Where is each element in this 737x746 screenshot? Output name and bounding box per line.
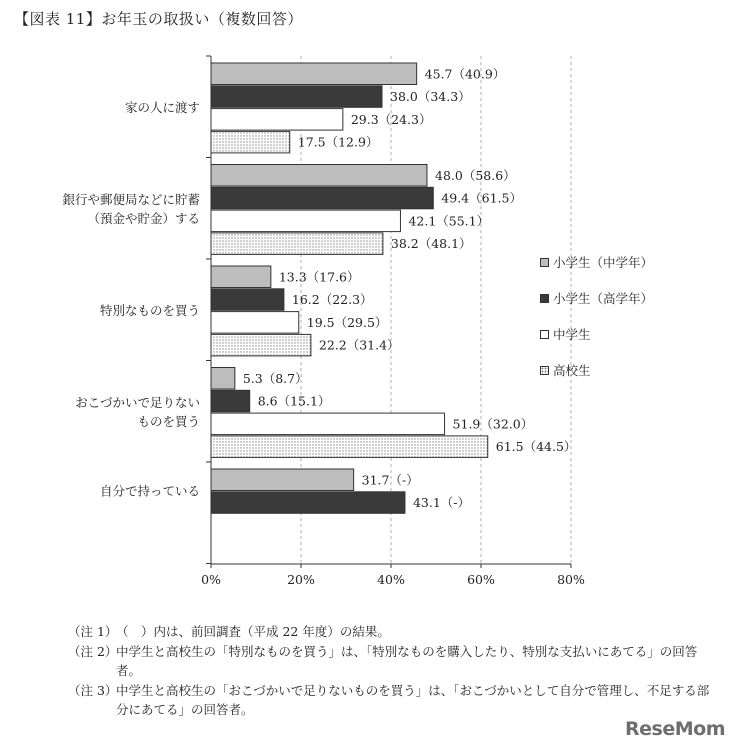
footnote-text: 中学生と高校生の「特別なものを買う」は、「特別なものを購入したり、特別な支払いにあてる」の回答者。 bbox=[116, 644, 698, 678]
footnote bbox=[68, 622, 716, 641]
legend bbox=[540, 244, 653, 388]
data-label: 38.2（48.1） bbox=[390, 236, 472, 252]
category-label: ものを買う bbox=[137, 414, 200, 430]
bar-high-school bbox=[211, 334, 311, 356]
data-label: 49.4（61.5） bbox=[441, 190, 522, 206]
category-label: おこづかいで足りない bbox=[75, 395, 200, 411]
footnote-id: （注 1） bbox=[68, 624, 118, 639]
legend-label: 小学生（高学年） bbox=[553, 291, 654, 306]
legend-item bbox=[540, 316, 653, 352]
legend-swatch-elementary-middle bbox=[540, 258, 549, 267]
data-label: 13.3（17.6） bbox=[278, 269, 360, 285]
bar-junior-high bbox=[211, 413, 445, 435]
data-label: 31.7（-） bbox=[361, 472, 419, 488]
bar-elementary-middle bbox=[211, 63, 417, 85]
chart-title: 【図表 11】お年玉の取扱い（複数回答） bbox=[14, 10, 303, 28]
data-label: 38.0（34.3） bbox=[390, 89, 471, 105]
bar-high-school bbox=[211, 436, 488, 458]
bar-junior-high bbox=[211, 109, 343, 131]
bar-junior-high bbox=[211, 312, 299, 334]
legend-item bbox=[540, 280, 653, 316]
data-label: 61.5（44.5） bbox=[495, 439, 577, 455]
data-label: 51.9（32.0） bbox=[452, 416, 534, 432]
bar-elementary-upper bbox=[211, 86, 382, 108]
footnote bbox=[68, 642, 716, 680]
category-label: 銀行や郵便局などに貯蓄 bbox=[62, 192, 200, 208]
bar-junior-high bbox=[211, 210, 400, 232]
footnote-text: 中学生と高校生の「おこづかいで足りないものを買う」は、「おこづかいとして自分で管理し、不足する部分にあてる」の回答者。 bbox=[116, 683, 710, 717]
footnote-text: （ ）内は、前回調査（平成 22 年度）の結果。 bbox=[116, 624, 390, 639]
footnote bbox=[68, 681, 716, 719]
x-tick-label: 60% bbox=[467, 572, 495, 587]
bar-elementary-middle bbox=[211, 469, 354, 491]
bar-elementary-upper bbox=[211, 492, 405, 514]
legend-item bbox=[540, 352, 653, 388]
x-tick-label: 20% bbox=[287, 572, 315, 587]
legend-item bbox=[540, 244, 653, 280]
footnote-id: （注 3） bbox=[68, 683, 118, 698]
legend-label: 小学生（中学年） bbox=[553, 255, 654, 270]
data-label: 43.1（-） bbox=[412, 495, 471, 511]
data-label: 16.2（22.3） bbox=[291, 292, 373, 308]
footnotes bbox=[68, 622, 716, 720]
data-label: 17.5（12.9） bbox=[297, 134, 379, 150]
bar-high-school bbox=[211, 131, 290, 153]
x-tick-label: 0% bbox=[201, 572, 221, 587]
bar-elementary-upper bbox=[211, 289, 284, 311]
category-label: （預金や貯金）する bbox=[87, 211, 200, 227]
bar-elementary-upper bbox=[211, 390, 250, 412]
data-label: 5.3（8.7） bbox=[242, 370, 308, 386]
category-label: 特別なものを買う bbox=[99, 303, 200, 319]
data-label: 29.3（24.3） bbox=[350, 111, 432, 127]
footnote-id: （注 2） bbox=[68, 644, 118, 659]
legend-swatch-high-school bbox=[540, 366, 549, 375]
data-label: 8.6（15.1） bbox=[257, 393, 331, 409]
bar-elementary-upper bbox=[211, 187, 433, 209]
legend-label: 中学生 bbox=[553, 327, 591, 342]
category-label: 家の人に渡す bbox=[124, 100, 200, 116]
data-label: 19.5（29.5） bbox=[306, 314, 388, 330]
legend-swatch-elementary-upper bbox=[540, 294, 549, 303]
legend-label: 高校生 bbox=[553, 363, 591, 378]
data-label: 22.2（31.4） bbox=[318, 337, 400, 353]
data-label: 48.0（58.6） bbox=[435, 167, 516, 183]
x-tick-label: 80% bbox=[557, 572, 585, 587]
data-label: 42.1（55.1） bbox=[408, 213, 490, 229]
data-label: 45.7（40.9） bbox=[424, 66, 506, 82]
legend-swatch-junior-high bbox=[540, 330, 549, 339]
watermark-logo: ReseMom bbox=[625, 718, 725, 740]
x-tick-label: 40% bbox=[377, 572, 405, 587]
category-label: 自分で持っている bbox=[99, 483, 200, 499]
bar-elementary-middle bbox=[211, 368, 235, 390]
bar-elementary-middle bbox=[211, 165, 427, 187]
bar-elementary-middle bbox=[211, 266, 271, 288]
bar-high-school bbox=[211, 233, 383, 255]
